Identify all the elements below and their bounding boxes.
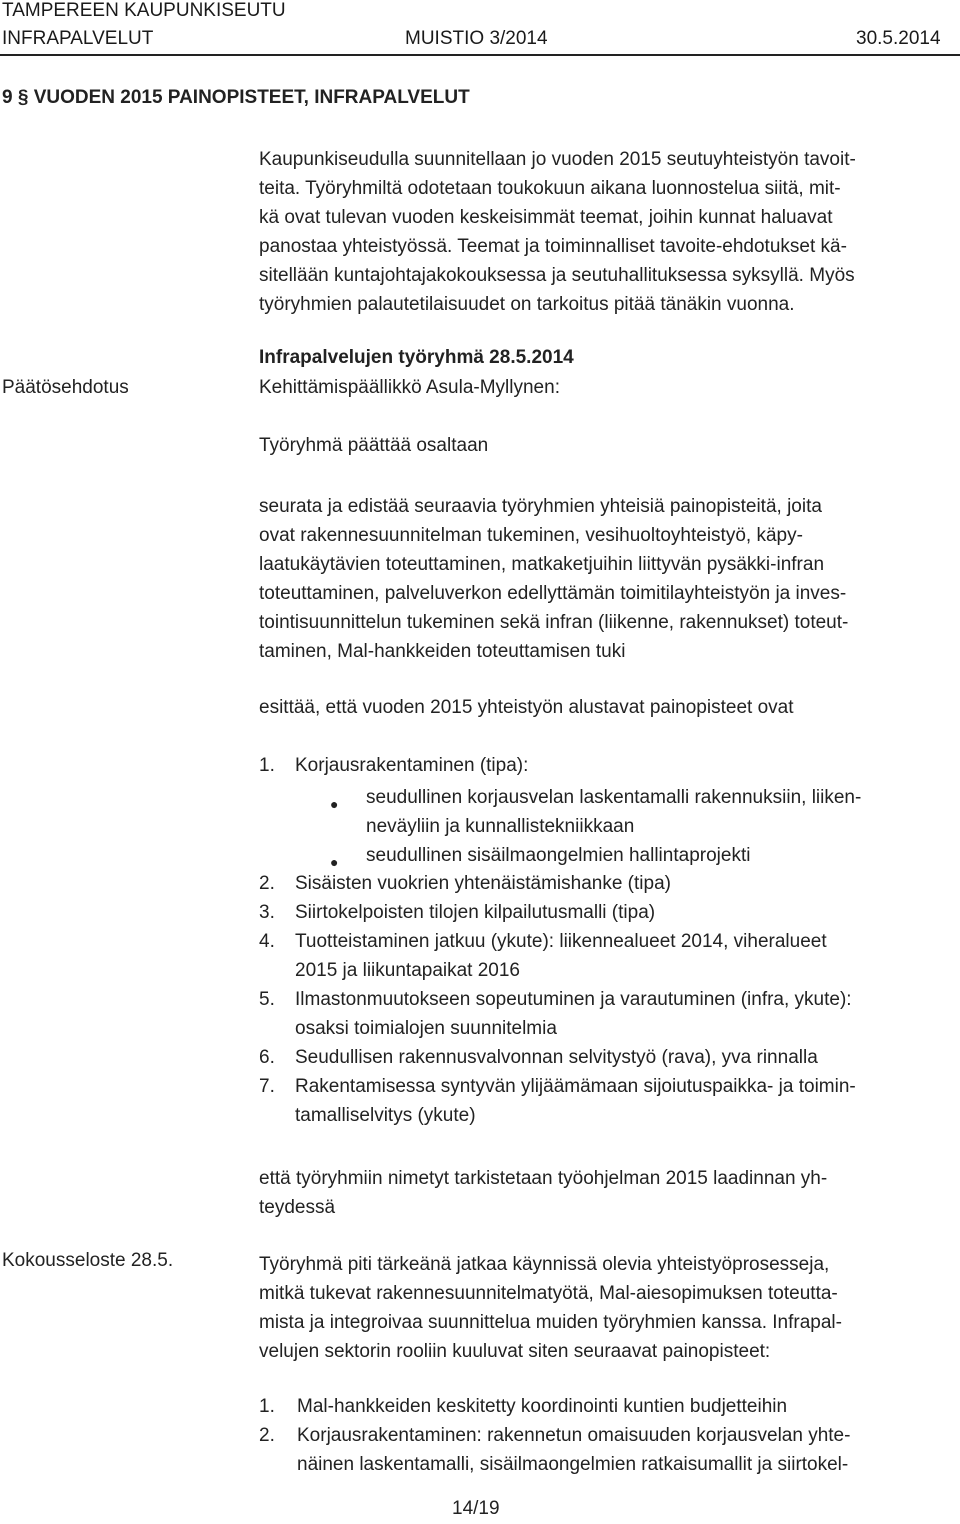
intro-line: kä ovat tulevan vuoden keskeisimmät teemat, joihin kunnat haluavat: [259, 207, 833, 228]
follow-line: laatukäytävien toteuttaminen, matkaketjuihin liittyvän pysäkki-infran: [259, 554, 825, 575]
follow-line: taminen, Mal-hankkeiden toteuttamisen tuki: [259, 641, 626, 662]
intro-line: teita. Työryhmiltä odotetaan toukokuun aikana luonnostelua siitä, mit-: [259, 178, 841, 199]
document-date: 30.5.2014: [856, 28, 941, 49]
follow-line: seurata ja edistää seuraavia työryhmien yhteisiä painopisteitä, joita: [259, 496, 822, 517]
intro-line: panostaa yhteistyössä. Teemat ja toiminnalliset tavoite-ehdotukset kä-: [259, 236, 847, 257]
proposal-label: Päätösehdotus: [2, 377, 129, 398]
org-name: TAMPEREEN KAUPUNKISEUTU: [2, 0, 286, 21]
follow-line: tointisuunnittelun tukeminen sekä infran (liikenne, rakennukset) toteut-: [259, 612, 849, 633]
intro-line: Kaupunkiseudulla suunnitellaan jo vuoden 2015 seutuyhteistyön tavoit-: [259, 149, 856, 170]
follow-line: toteuttaminen, palveluverkon edellyttämän toimitilayhteistyön ja inves-: [259, 583, 847, 604]
intro-line: sitellään kuntajohtajakokouksessa ja seutuhallituksessa syksyllä. Myös: [259, 265, 855, 286]
proposal-decides: Työryhmä päättää osaltaan: [259, 435, 489, 456]
intro-line: työryhmien palautetilaisuudet on tarkoitus pitää tänäkin vuonna.: [259, 294, 795, 315]
minutes-label: Kokousseloste 28.5.: [2, 1250, 174, 1271]
follow-paragraph: [259, 492, 848, 666]
intro-paragraph: [259, 145, 856, 319]
page-number: 14/19: [452, 1498, 500, 1519]
proposal-presents: esittää, että vuoden 2015 yhteistyön alustavat painopisteet ovat: [259, 697, 794, 718]
document-number: MUISTIO 3/2014: [405, 28, 548, 49]
bullet-icon: ●: [330, 854, 339, 870]
section-title: 9 § VUODEN 2015 PAINOPISTEET, INFRAPALVELUT: [2, 87, 470, 108]
closing-paragraph: että työryhmiin nimetyt tarkistetaan työohjelman 2015 laadinnan yh- teydessä: [259, 1168, 828, 1218]
follow-line: ovat rakennesuunnitelman tukeminen, vesihuoltoyhteistyö, käpy-: [259, 525, 803, 546]
unit-name: INFRAPALVELUT: [2, 28, 154, 49]
minutes-paragraph: Työryhmä piti tärkeänä jatkaa käynnissä olevia yhteistyöprosesseja, mitkä tukevat rakennesuunnitelmatyötä, Mal-aiesopimuksen toteutta- mista ja integroivaa suunnittelua muiden työryhmien kanssa. Infrapal- velujen sektorin rooliin kuuluvat siten seuraavat painopisteet:: [259, 1254, 842, 1362]
header-divider: [0, 54, 960, 56]
proposal-presenter: Kehittämispäällikkö Asula-Myllynen:: [259, 377, 560, 398]
bullet-icon: ●: [330, 796, 339, 812]
proposal-heading: Infrapalvelujen työryhmä 28.5.2014: [259, 347, 574, 368]
